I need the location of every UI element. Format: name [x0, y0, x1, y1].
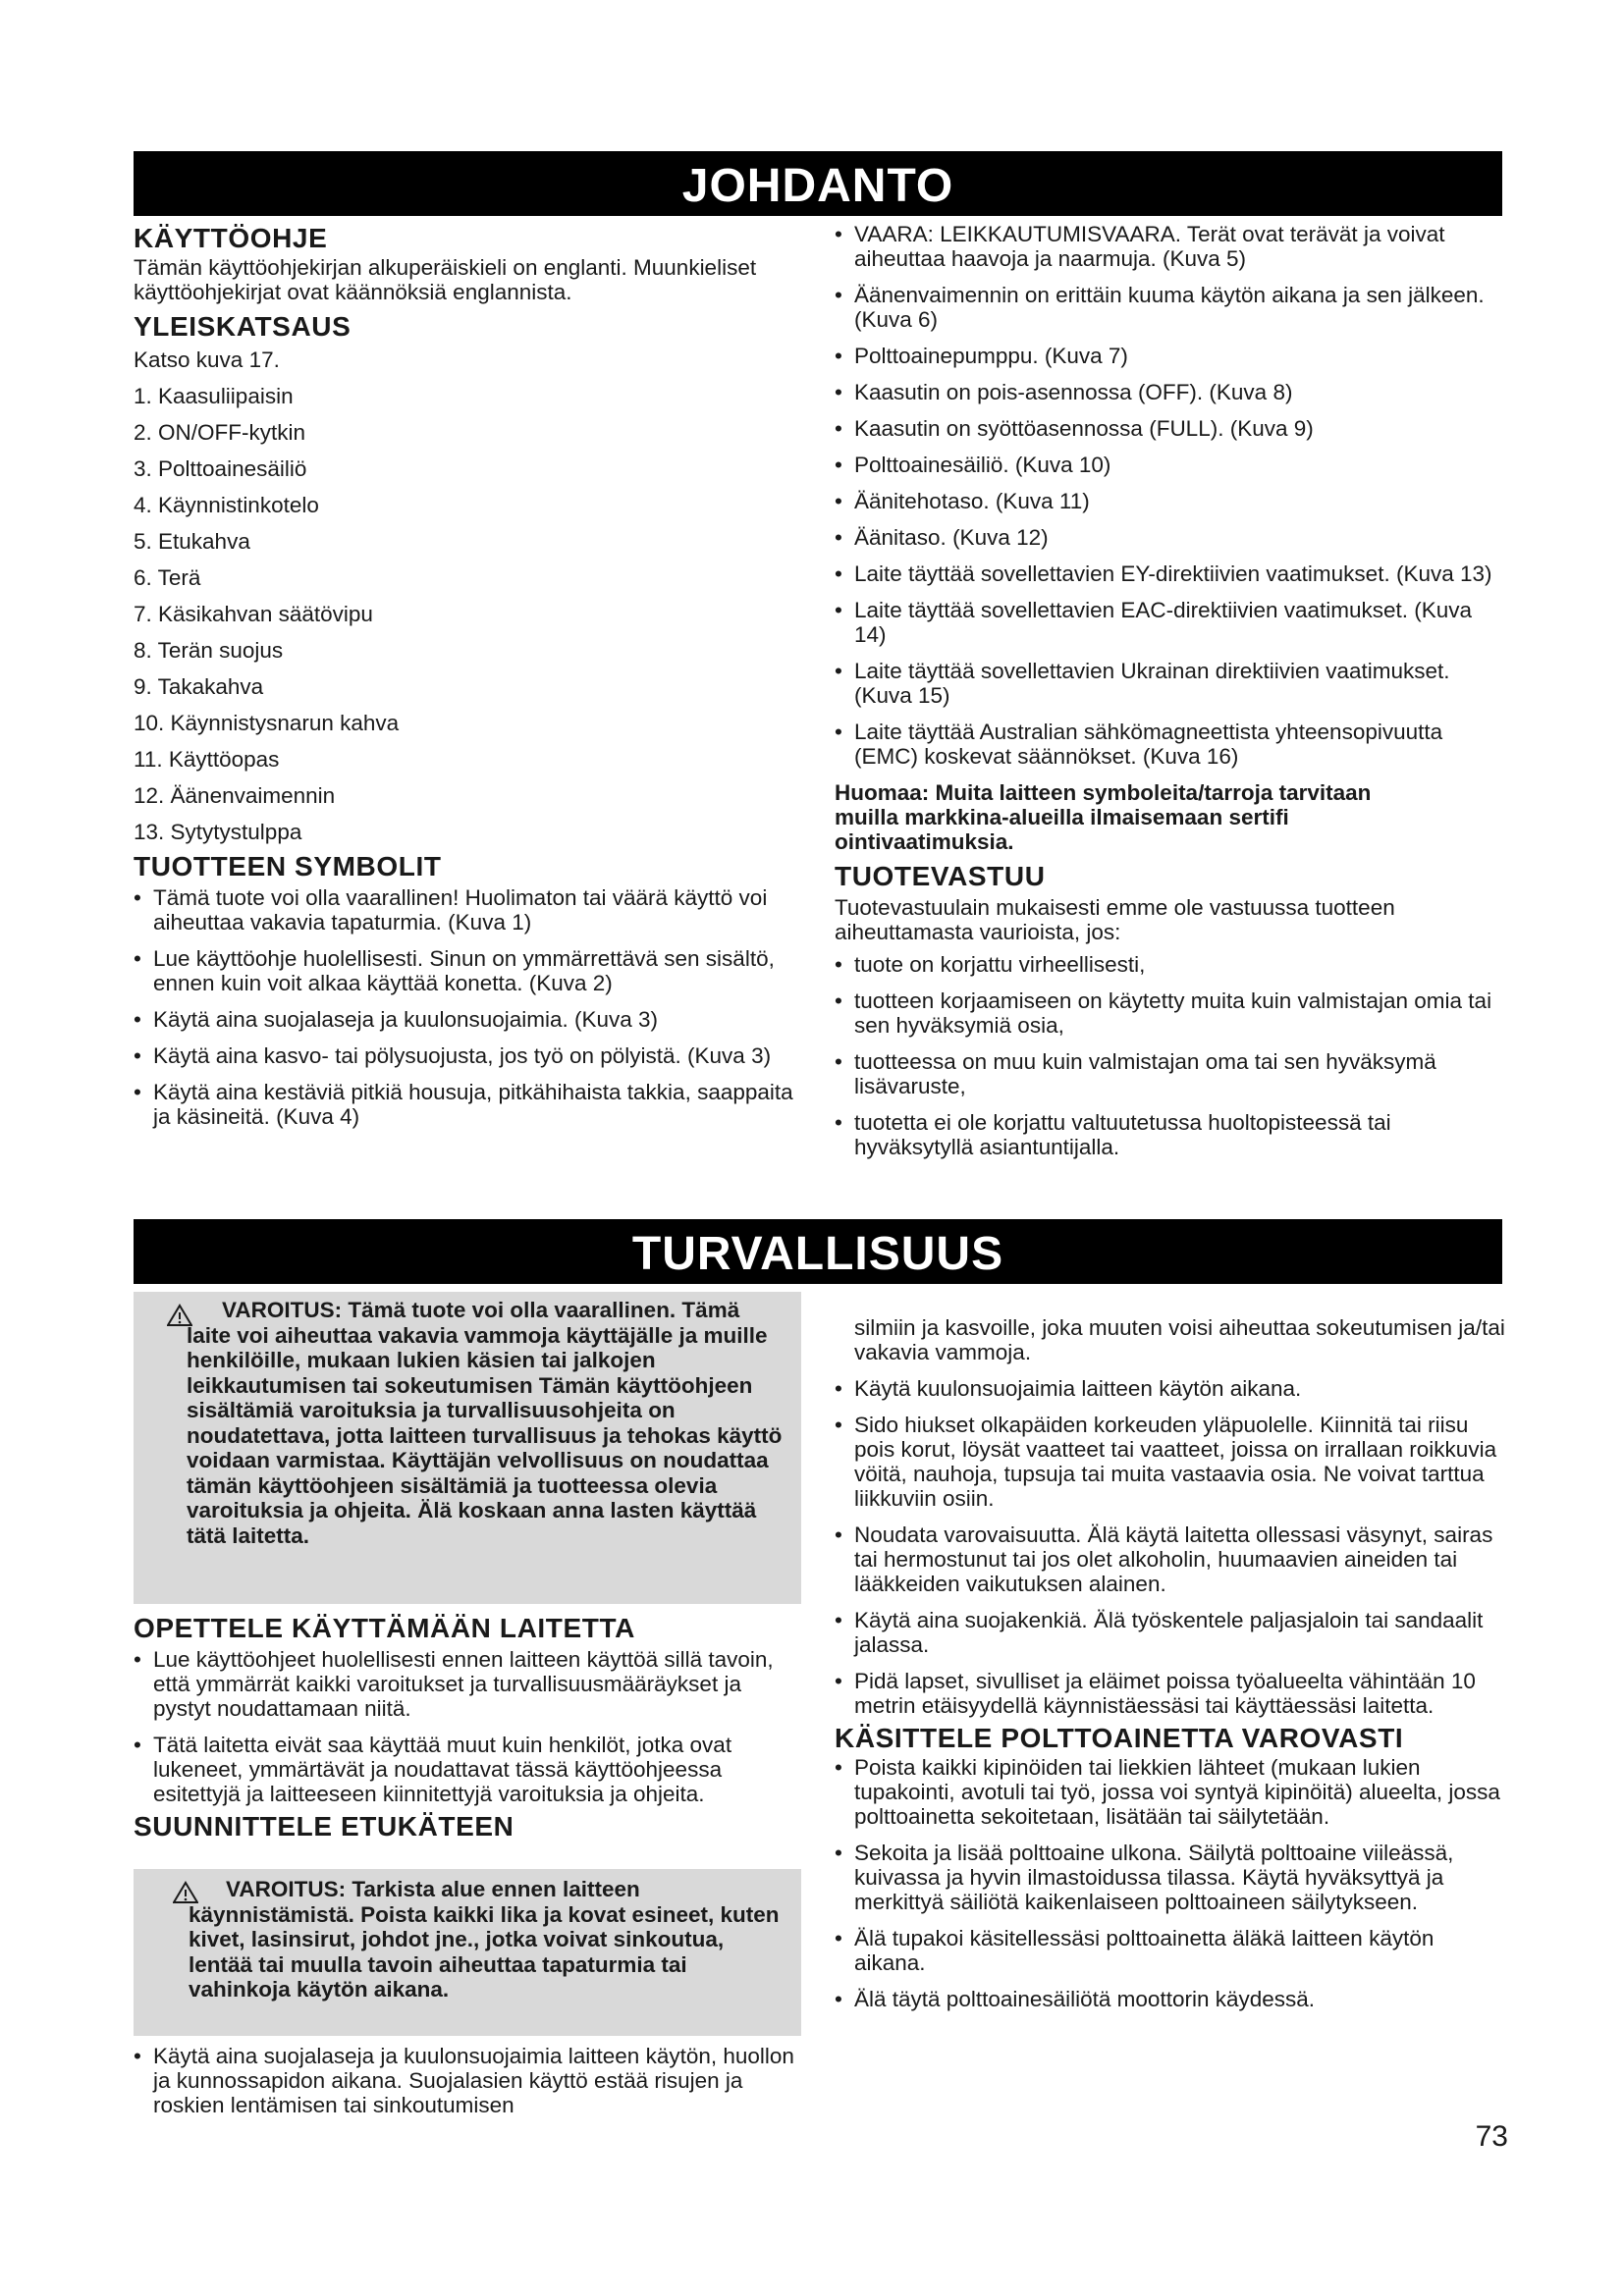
- list-item: • Käytä aina kestäviä pitkiä housuja, pitkähihaista takkia, saappaita ja käsineitä. (Kuva 4): [134, 1080, 796, 1129]
- fuel-list: [835, 1755, 1507, 2011]
- list-item: • Kaasutin on syöttöasennossa (FULL). (Kuva 9): [835, 416, 1507, 441]
- warning-text-general: VAROITUS: Tämä tuote voi olla vaarallinen. Tämä laite voi aiheuttaa vakavia vammoja käyttäjälle ja muille henkilöille, mukaan lukien käsien tai jalkojen leikkautumisen tai sokeutumisen Tämän käyttöohjeen sisältämiä varoituksia ja turvallisuusohjeita on noudatettava, jotta laitteen turvallisuus ja tehokas käyttö voidaan varmistaa. Käyttäjän velvollisuus on noudattaa tämän käyttöohjeen sisältämiä ja tuotteessa olevia varoituksia ja ohjeita. Älä koskaan anna lasten käyttää tätä laitetta.: [187, 1298, 783, 1548]
- list-item: 4. Käynnistinkotelo: [134, 493, 319, 517]
- list-item: • Lue käyttöohje huolellisesti. Sinun on ymmärrettävä sen sisältö, ennen kuin voit alkaa käyttää konetta. (Kuva 2): [134, 946, 796, 995]
- list-item: • Laite täyttää sovellettavien EAC-direktiivien vaatimukset. (Kuva 14): [835, 598, 1507, 647]
- plan-heading: SUUNNITTELE ETUKÄTEEN: [134, 1811, 514, 1842]
- list-item: • Käytä aina suojalaseja ja kuulonsuojaimia laitteen käytön, huollon ja kunnossapidon aikana. Suojalasien käyttö estää risujen ja roskien lentämisen tai sinkoutumisen: [134, 2044, 801, 2117]
- list-item: 1. Kaasuliipaisin: [134, 384, 294, 408]
- liability-list: [835, 952, 1507, 1159]
- manual-heading: KÄYTTÖOHJE: [134, 223, 328, 253]
- list-item: • Pidä lapset, sivulliset ja eläimet poissa työalueelta vähintään 10 metrin etäisyydellä käynnistäessäsi tai käyttäessäsi laitetta.: [835, 1669, 1507, 1718]
- list-item: 12. Äänenvaimennin: [134, 783, 336, 808]
- list-item: 13. Sytytystulppa: [134, 820, 302, 844]
- list-item: • VAARA: LEIKKAUTUMISVAARA. Terät ovat terävät ja voivat aiheuttaa haavoja ja naarmuja. (Kuva 5): [835, 222, 1507, 271]
- list-item: • Käytä aina suojakenkiä. Älä työskentele paljasjaloin tai sandaalit jalassa.: [835, 1608, 1507, 1657]
- list-item: • Polttoainesäiliö. (Kuva 10): [835, 453, 1507, 477]
- list-item: 11. Käyttöopas: [134, 747, 280, 772]
- plan-list: [134, 2044, 801, 2117]
- overview-heading: YLEISKATSAUS: [134, 311, 352, 342]
- section-banner-intro: JOHDANTO: [134, 151, 1502, 216]
- warning-box-area: [134, 1869, 801, 2036]
- symbols-heading: TUOTTEEN SYMBOLIT: [134, 851, 442, 881]
- page-number: 73: [1475, 2120, 1508, 2153]
- list-item: 10. Käynnistysnarun kahva: [134, 711, 400, 735]
- warning-box-general: [134, 1292, 801, 1604]
- manual-text: Tämän käyttöohjekirjan alkuperäiskieli on englanti. Muunkieliset käyttöohjekirjat ovat käännöksiä englannista.: [134, 255, 757, 304]
- list-item: 7. Käsikahvan säätövipu: [134, 602, 373, 626]
- intro-right-column: [835, 222, 1507, 1171]
- list-item: • Laite täyttää sovellettavien Ukrainan direktiivien vaatimukset. (Kuva 15): [835, 659, 1507, 708]
- parts-list: [134, 384, 796, 844]
- list-item: 9. Takakahva: [134, 674, 264, 699]
- list-item: • Käytä aina kasvo- tai pölysuojusta, jos työ on pölyistä. (Kuva 3): [134, 1043, 796, 1068]
- list-item: • Käytä kuulonsuojaimia laitteen käytön aikana.: [835, 1376, 1507, 1401]
- list-item: • Kaasutin on pois-asennossa (OFF). (Kuva 8): [835, 380, 1507, 404]
- list-item: • tuotteen korjaamiseen on käytetty muita kuin valmistajan omia tai sen hyväksymiä osia,: [835, 988, 1507, 1038]
- list-item: 6. Terä: [134, 565, 201, 590]
- list-item: • Polttoainepumppu. (Kuva 7): [835, 344, 1507, 368]
- list-item: • Käytä aina suojalaseja ja kuulonsuojaimia. (Kuva 3): [134, 1007, 796, 1032]
- safety-left-column: [134, 1614, 796, 1842]
- list-item: • Älä tupakoi käsitellessäsi polttoainetta äläkä laitteen käytön aikana.: [835, 1926, 1507, 1975]
- symbols-list-right: [835, 222, 1507, 769]
- list-item: • Äänenvaimennin on erittäin kuuma käytön aikana ja sen jälkeen. (Kuva 6): [835, 283, 1507, 332]
- list-item: 8. Terän suojus: [134, 638, 284, 663]
- list-item: • Sekoita ja lisää polttoaine ulkona. Säilytä polttoaine viileässä, kuivassa ja hyvin ilmastoidussa tilassa. Käytä hyväksyttyä ja merkittyä säiliötä kaikenlaiseen polttoaineen säilytykseen.: [835, 1841, 1507, 1914]
- list-item: 5. Etukahva: [134, 529, 250, 554]
- symbols-note: Huomaa: Muita laitteen symboleita/tarroja tarvitaan muilla markkina-alueilla ilmaisemaan sertifi ointivaatimuksia.: [835, 780, 1372, 854]
- fuel-heading: KÄSITTELE POLTTOAINETTA VAROVASTI: [835, 1723, 1404, 1753]
- list-item: 2. ON/OFF-kytkin: [134, 420, 306, 445]
- list-item: • tuote on korjattu virheellisesti,: [835, 952, 1507, 977]
- safety-right-column: [835, 1315, 1507, 2023]
- learn-list: [134, 1647, 796, 1806]
- list-item: • Älä täytä polttoainesäiliötä moottorin käydessä.: [835, 1987, 1507, 2011]
- list-item: 3. Polttoainesäiliö: [134, 456, 307, 481]
- list-item: • Tätä laitetta eivät saa käyttää muut kuin henkilöt, jotka ovat lukeneet, ymmärtävät ja noudattavat tässä käyttöohjeessa esitettyjä ja laitteeseen kiinnitettyjä varoituksia ja ohjeita.: [134, 1733, 796, 1806]
- list-item: • Laite täyttää sovellettavien EY-direktiivien vaatimukset. (Kuva 13): [835, 561, 1507, 586]
- overview-ref: Katso kuva 17.: [134, 347, 280, 372]
- list-item: • tuotteessa on muu kuin valmistajan oma tai sen hyväksymä lisävaruste,: [835, 1049, 1507, 1098]
- list-item: • Noudata varovaisuutta. Älä käytä laitetta ollessasi väsynyt, sairas tai hermostunut tai jos olet alkoholin, huumaavien aineiden tai lääkkeiden vaikutuksen alainen.: [835, 1522, 1507, 1596]
- list-item: • Äänitehotaso. (Kuva 11): [835, 489, 1507, 513]
- list-item: • tuotetta ei ole korjattu valtuutetussa huoltopisteessä tai hyväksytyllä asiantuntijalla.: [835, 1110, 1507, 1159]
- learn-heading: OPETTELE KÄYTTÄMÄÄN LAITETTA: [134, 1613, 635, 1643]
- list-item: • Poista kaikki kipinöiden tai liekkien lähteet (mukaan lukien tupakointi, avotuli tai työ, jossa voi syntyä kipinöitä) alueelta, jossa polttoainetta sekoitetaan, lisätään tai säilytetään.: [835, 1755, 1507, 1829]
- plan-list-right: [835, 1376, 1507, 1718]
- list-item: • Lue käyttöohjeet huolellisesti ennen laitteen käyttöä sillä tavoin, että ymmärrät kaikki varoitukset ja turvallisuusmääräykset ja pystyt noudattamaan niitä.: [134, 1647, 796, 1721]
- list-item: • Äänitaso. (Kuva 12): [835, 525, 1507, 550]
- section-banner-safety: TURVALLISUUS: [134, 1219, 1502, 1284]
- warning-text-area: VAROITUS: Tarkista alue ennen laitteen käynnistämistä. Poista kaikki lika ja kovat esineet, kuten kivet, lasinsirut, johdot jne., jotka voivat sinkoutua, lentää tai muulla tavoin aiheuttaa tapaturmia tai vahinkoja käytön aikana.: [189, 1877, 780, 2002]
- list-item: • Sido hiukset olkapäiden korkeuden yläpuolelle. Kiinnitä tai riisu pois korut, löysät vaatteet tai vaatteet, joissa on irrallaan roikkuvia vöitä, nauhoja, tupsuja tai muita vastaavia osia. Ne voivat tarttua liikkuviin osiin.: [835, 1413, 1507, 1511]
- list-item: • Laite täyttää Australian sähkömagneettista yhteensopivuutta (EMC) koskevat säännökset. (Kuva 16): [835, 720, 1507, 769]
- liability-text: Tuotevastuulain mukaisesti emme ole vastuussa tuotteen aiheuttamasta vaurioista, jos:: [835, 895, 1395, 944]
- intro-left-column: [134, 224, 796, 1141]
- list-item: • Tämä tuote voi olla vaarallinen! Huolimaton tai väärä käyttö voi aiheuttaa vakavia tapaturmia. (Kuva 1): [134, 885, 796, 934]
- symbols-list-left: [134, 885, 796, 1129]
- safety-left-bottom: [134, 2044, 801, 2129]
- liability-heading: TUOTEVASTUU: [835, 861, 1046, 891]
- plan-continued-text: silmiin ja kasvoille, joka muuten voisi aiheuttaa sokeutumisen ja/tai vakavia vammoja.: [854, 1315, 1505, 1364]
